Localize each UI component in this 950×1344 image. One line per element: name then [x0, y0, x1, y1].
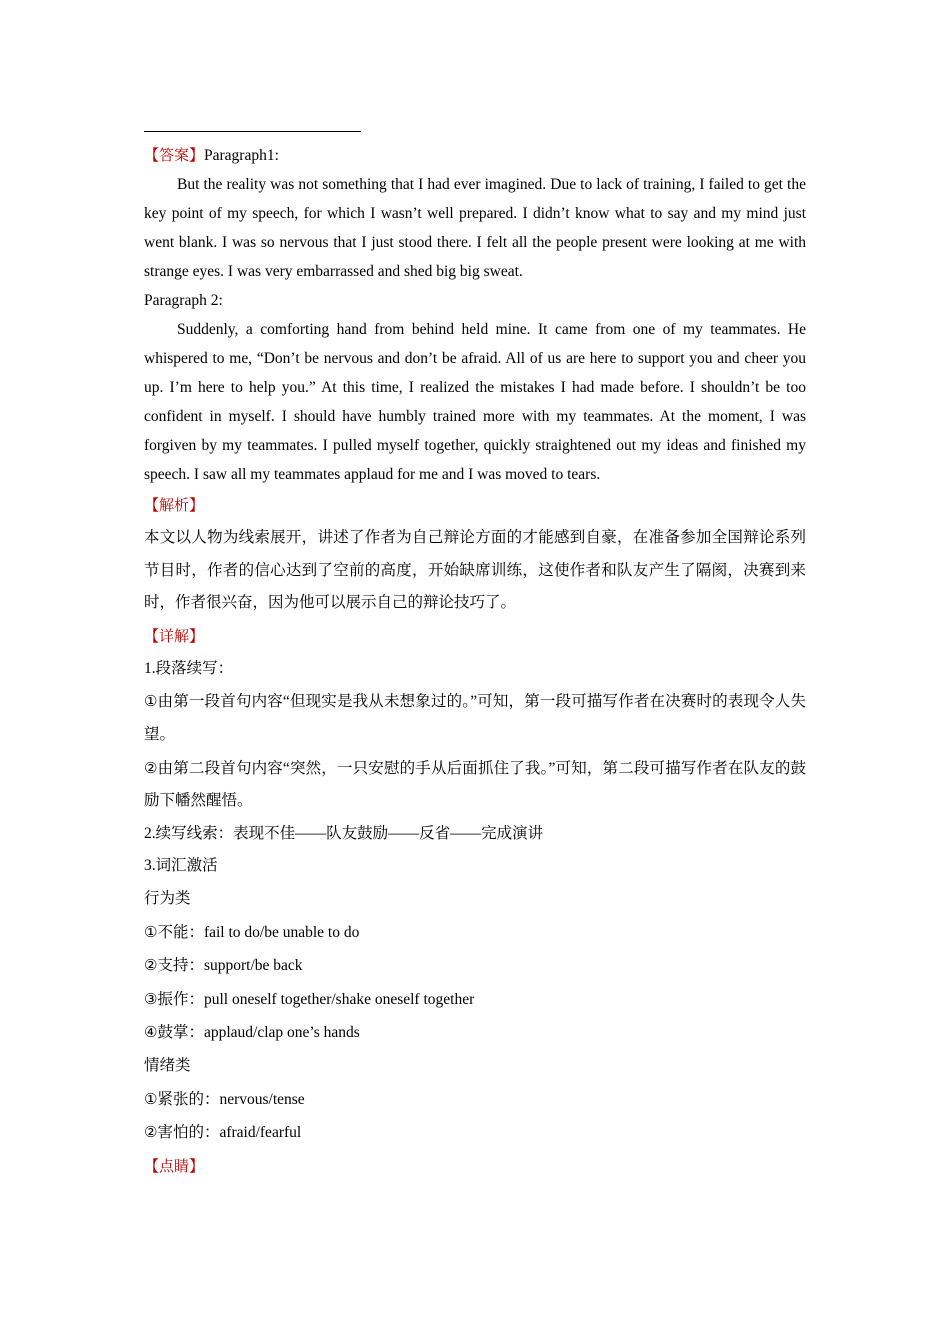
item-number: ②	[144, 956, 158, 975]
document-page	[144, 131, 806, 1183]
item-number: ②	[144, 758, 158, 777]
analysis-heading	[144, 489, 806, 522]
item-number: ①	[144, 692, 158, 711]
paragraph2-text: Suddenly, a comforting hand from behind held mine. It came from one of my teammates. He whispered to me, “Don’t be nervous and don’t be afraid. All of us are here to support you and cheer you up. I’m here to help you.” At this time, I realized the mistakes I had made before. I shouldn’t be too confident in myself. I should have humbly trained more with my teammates. At the moment, I was forgiven by my teammates. I pulled myself together, quickly straightened out my ideas and finished my speech. I saw all my teammates applaud for me and I was moved to tears.	[144, 321, 806, 483]
analysis-text: 本文以人物为线索展开，讲述了作者为自己辩论方面的才能感到自豪，在准备参加全国辩论系列节目时，作者的信心达到了空前的高度，开始缺席训练，这使作者和队友产生了隔阂，决赛到来时，作者很兴奋，因为他可以展示自己的辩论技巧了。	[144, 529, 806, 612]
highlight-tag: 【点睛】	[144, 1156, 205, 1175]
item-text: 鼓掌：applaud/clap one’s hands	[157, 1024, 360, 1042]
vocab-item	[144, 983, 806, 1017]
item-text: 紧张的：nervous/tense	[157, 1090, 305, 1108]
vocab-item	[144, 1083, 806, 1117]
vocab-item	[144, 949, 806, 983]
paragraph1-label: Paragraph1:	[204, 147, 279, 164]
item-number: ③	[144, 989, 158, 1008]
item-number: ①	[144, 1089, 158, 1108]
item-number: ②	[144, 1123, 158, 1142]
answer-tag: 【答案】	[144, 146, 205, 164]
item-number: ④	[144, 1023, 158, 1042]
item-text: 振作：pull oneself together/shake oneself together	[157, 990, 475, 1008]
category-emotion: 情绪类	[144, 1056, 191, 1074]
section1-item-1	[144, 685, 806, 751]
section3-title: 3.词汇激活	[144, 857, 218, 875]
category-behavior: 行为类	[144, 889, 191, 907]
footnote-rule	[144, 131, 361, 132]
section1-item-2	[144, 752, 806, 818]
item-text: 由第二段首句内容“突然，一只安慰的手从后面抓住了我。”可知，第二段可描写作者在队友的鼓励下幡然醒悟。	[144, 759, 807, 810]
section2-title: 2.续写线索：表现不佳——队友鼓励——反省——完成演讲	[144, 824, 544, 842]
detail-tag: 【详解】	[144, 626, 205, 645]
item-number: ①	[144, 922, 158, 941]
vocab-item	[144, 1116, 806, 1150]
item-text: 由第一段首句内容“但现实是我从未想象过的。”可知，第一段可描写作者在决赛时的表现令人失望。	[144, 693, 807, 743]
analysis-tag: 【解析】	[144, 496, 205, 514]
item-text: 支持：support/be back	[157, 957, 303, 975]
detail-heading	[144, 620, 806, 653]
item-text: 害怕的：afraid/fearful	[157, 1124, 302, 1142]
item-text: 不能：fail to do/be unable to do	[157, 923, 360, 941]
answer-heading	[144, 141, 806, 170]
vocab-item	[144, 1016, 806, 1050]
paragraph1-text: But the reality was not something that I had ever imagined. Due to lack of training, I failed to get the key point of my speech, for which I wasn’t well prepared. I didn’t know what to say and my mind just went blank. I was so nervous that I just stood there. I felt all the people present were looking at me with strange eyes. I was very embarrassed and shed big big sweat.	[144, 176, 806, 280]
section1-title: 1.段落续写：	[144, 659, 234, 677]
vocab-item	[144, 916, 806, 950]
highlight-heading	[144, 1150, 806, 1183]
paragraph2-label: Paragraph 2:	[144, 292, 223, 309]
